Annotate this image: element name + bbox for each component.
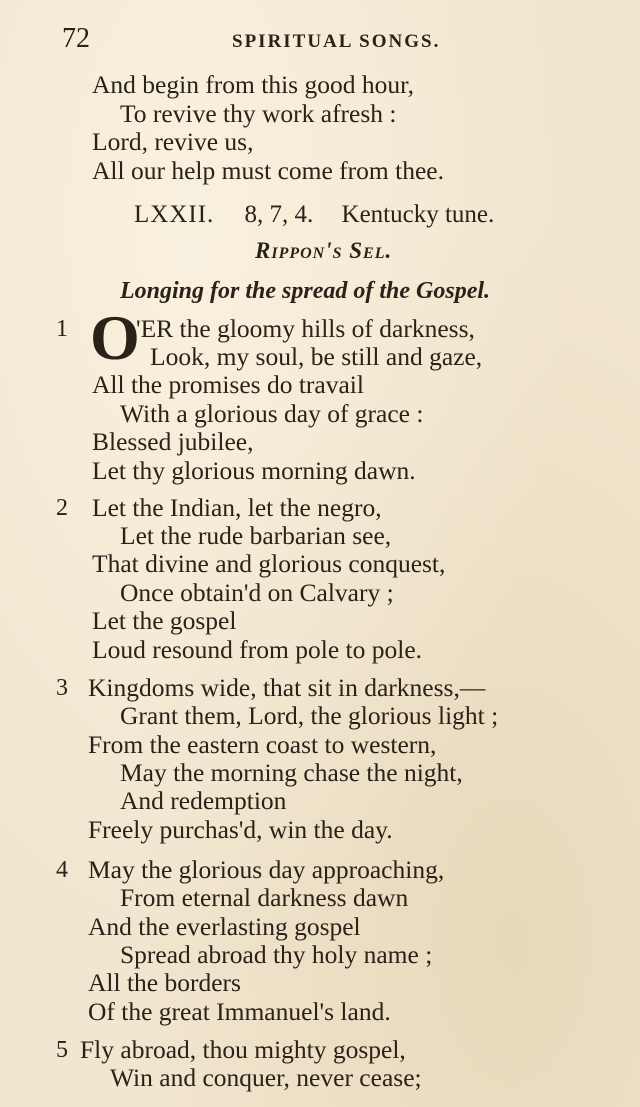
stanza-number: 1 — [56, 316, 68, 342]
stanza-line: Let the gospel — [92, 606, 237, 635]
page-header — [62, 22, 482, 58]
stanza-line: Grant them, Lord, the glorious light ; — [120, 701, 499, 730]
stanza-line: May the glorious day approaching, — [88, 855, 445, 884]
stanza-line: 'ER the gloomy hills of darkness, — [136, 314, 475, 343]
hymn-subject: Longing for the spread of the Gospel. — [120, 278, 491, 304]
page-number: 72 — [62, 23, 90, 54]
stanza-line: Freely purchas'd, win the day. — [88, 815, 393, 844]
hymn-number: LXXII. — [134, 201, 215, 228]
stanza-number: 3 — [56, 675, 68, 701]
stanza-line: And the everlasting gospel — [88, 912, 361, 941]
hymn-tune: Kentucky tune. — [341, 201, 495, 228]
stanza-line: Let the rude barbarian see, — [120, 521, 392, 550]
stanza-line: Let the Indian, let the negro, — [92, 493, 382, 522]
stanza-line: Let thy glorious morning dawn. — [92, 456, 416, 485]
drop-cap: O — [90, 302, 140, 373]
stanza-line: Once obtain'd on Calvary ; — [120, 578, 394, 607]
stanza-line: Look, my soul, be still and gaze, — [150, 342, 483, 371]
stanza-number: 5 — [56, 1037, 68, 1063]
stanza-line: Loud resound from pole to pole. — [92, 635, 423, 664]
stanza-number: 4 — [56, 857, 68, 883]
hymn-source: Rippon's Sel. — [255, 238, 393, 263]
stanza-line: Spread abroad thy holy name ; — [120, 940, 433, 969]
prev-hymn-line: And begin from this good hour, — [92, 70, 414, 99]
stanza-line: Of the great Immanuel's land. — [88, 997, 391, 1026]
stanza-line: From the eastern coast to western, — [88, 730, 437, 759]
stanza-number: 2 — [56, 495, 68, 521]
stanza-line: All the promises do travail — [92, 370, 364, 399]
stanza-line: All the borders — [88, 968, 241, 997]
stanza-line: Fly abroad, thou mighty gospel, — [80, 1035, 406, 1064]
hymn-meter: 8, 7, 4. — [244, 201, 314, 228]
stanza-line: Win and conquer, never cease; — [110, 1063, 422, 1092]
stanza-line: That divine and glorious conquest, — [92, 549, 446, 578]
stanza-line: Kingdoms wide, that sit in darkness,— — [88, 673, 486, 702]
stanza-line: May the morning chase the night, — [120, 758, 463, 787]
hymn-heading — [134, 200, 494, 230]
stanza-line: And redemption — [120, 786, 287, 815]
prev-hymn-line: Lord, revive us, — [92, 127, 254, 156]
prev-hymn-line: To revive thy work afresh : — [120, 99, 397, 128]
running-head: SPIRITUAL SONGS. — [232, 31, 441, 52]
stanza-line: Blessed jubilee, — [92, 427, 254, 456]
stanza-line: From eternal darkness dawn — [120, 883, 409, 912]
stanza-line: With a glorious day of grace : — [120, 399, 424, 428]
prev-hymn-line: All our help must come from thee. — [92, 156, 444, 185]
